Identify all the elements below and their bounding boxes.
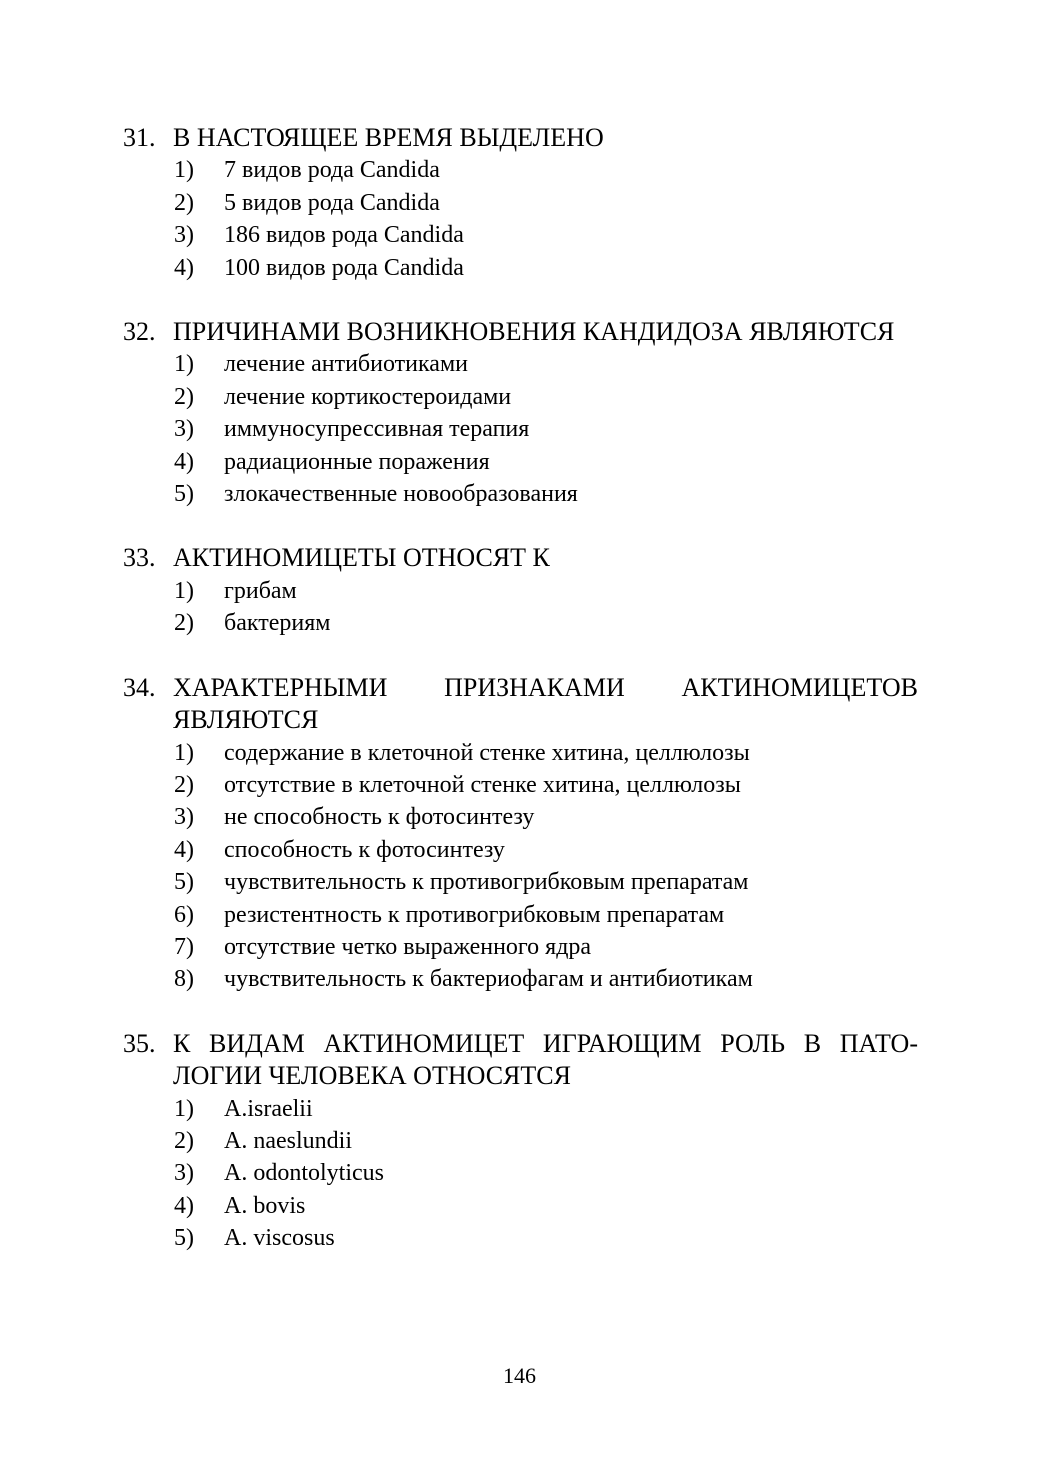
option-number: 3) — [174, 1160, 194, 1187]
option-number: 2) — [174, 383, 194, 410]
answer-option — [123, 187, 918, 219]
option-number: 4) — [174, 254, 194, 281]
answer-option — [123, 607, 918, 639]
question-heading — [123, 122, 918, 154]
answer-options — [123, 348, 918, 510]
answer-option — [123, 413, 918, 445]
option-text: A. bovis — [224, 1192, 306, 1219]
option-text: 100 видов рода Candida — [224, 254, 464, 281]
question-35 — [123, 1028, 918, 1255]
question-31 — [123, 122, 918, 284]
answer-options — [123, 1093, 918, 1255]
option-number: 5) — [174, 481, 194, 508]
option-number: 4) — [174, 1192, 194, 1219]
option-text: злокачественные новообразования — [224, 481, 578, 508]
question-title: В НАСТОЯЩЕЕ ВРЕМЯ ВЫДЕЛЕНО — [173, 123, 604, 152]
answer-option — [123, 1222, 918, 1254]
option-number: 5) — [174, 869, 194, 896]
option-text: способность к фотосинтезу — [224, 836, 505, 863]
question-heading — [123, 1028, 918, 1093]
answer-option — [123, 866, 918, 898]
option-text: содержание в клеточной стенке хитина, целлюлозы — [224, 739, 750, 766]
question-heading — [123, 542, 918, 574]
option-text: 7 видов рода Candida — [224, 157, 440, 184]
answer-option — [123, 963, 918, 995]
option-text: не способность к фотосинтезу — [224, 804, 535, 831]
question-title: К ВИДАМ АКТИНОМИЦЕТ ИГРАЮЩИМ РОЛЬ В ПАТОЛОГИИ ЧЕЛОВЕКА ОТНОСЯТСЯ — [173, 1028, 918, 1091]
answer-option — [123, 899, 918, 931]
answer-options — [123, 575, 918, 640]
option-number: 4) — [174, 448, 194, 475]
question-heading — [123, 316, 918, 348]
answer-option — [123, 575, 918, 607]
question-list — [123, 122, 918, 1287]
option-text: A. odontolyticus — [224, 1160, 384, 1187]
option-text: A. naeslundii — [224, 1127, 352, 1154]
option-number: 7) — [174, 933, 194, 960]
question-number: 31. — [123, 123, 156, 152]
answer-option — [123, 381, 918, 413]
page-number: 146 — [503, 1363, 536, 1388]
option-text: иммуносупрессивная терапия — [224, 416, 530, 443]
option-text: грибам — [224, 577, 297, 604]
answer-option — [123, 154, 918, 186]
question-number: 32. — [123, 317, 156, 347]
option-number: 1) — [174, 351, 194, 378]
option-text: радиационные поражения — [224, 448, 490, 475]
question-number: 35. — [123, 1028, 156, 1058]
answer-option — [123, 834, 918, 866]
answer-option — [123, 446, 918, 478]
option-text: отсутствие четко выраженного ядра — [224, 933, 592, 960]
option-number: 2) — [174, 189, 194, 216]
answer-option — [123, 801, 918, 833]
option-text: отсутствие в клеточной стенке хитина, целлюлозы — [224, 771, 741, 798]
question-title: ПРИЧИНАМИ ВОЗНИКНОВЕНИЯ КАНДИДОЗА ЯВЛЯЮТСЯ — [173, 317, 895, 347]
option-text: чувствительность к противогрибковым препаратам — [224, 869, 749, 896]
question-number: 34. — [123, 672, 156, 702]
option-number: 2) — [174, 771, 194, 798]
option-number: 6) — [174, 901, 194, 928]
question-number: 33. — [123, 543, 156, 573]
option-number: 3) — [174, 416, 194, 443]
answer-option — [123, 219, 918, 251]
question-33 — [123, 542, 918, 639]
option-number: 2) — [174, 1127, 194, 1154]
answer-option — [123, 737, 918, 769]
option-number: 1) — [174, 157, 194, 184]
answer-option — [123, 769, 918, 801]
option-text: бактериям — [224, 610, 331, 637]
option-number: 2) — [174, 610, 194, 637]
answer-option — [123, 252, 918, 284]
question-heading — [123, 672, 918, 737]
option-number: 3) — [174, 804, 194, 831]
answer-option — [123, 1093, 918, 1125]
option-text: чувствительность к бактериофагам и антибиотикам — [224, 966, 753, 993]
option-text: резистентность к противогрибковым препаратам — [224, 901, 725, 928]
option-text: A.israelii — [224, 1095, 313, 1122]
option-text: лечение антибиотиками — [224, 351, 468, 378]
option-number: 1) — [174, 739, 194, 766]
answer-option — [123, 478, 918, 510]
answer-options — [123, 154, 918, 284]
option-number: 8) — [174, 966, 194, 993]
option-number: 5) — [174, 1225, 194, 1252]
question-title: АКТИНОМИЦЕТЫ ОТНОСЯТ К — [173, 543, 550, 573]
question-32 — [123, 316, 918, 510]
answer-option — [123, 1157, 918, 1189]
option-number: 1) — [174, 1095, 194, 1122]
answer-options — [123, 737, 918, 996]
answer-option — [123, 348, 918, 380]
question-title: ХАРАКТЕРНЫМИ ПРИЗНАКАМИ АКТИНОМИЦЕТОВ ЯВЛЯЮТСЯ — [173, 672, 918, 735]
question-34 — [123, 672, 918, 996]
option-number: 1) — [174, 577, 194, 604]
answer-option — [123, 1190, 918, 1222]
answer-option — [123, 1125, 918, 1157]
answer-option — [123, 931, 918, 963]
option-text: 186 видов рода Candida — [224, 222, 464, 249]
option-text: A. viscosus — [224, 1225, 335, 1252]
option-text: 5 видов рода Candida — [224, 189, 440, 216]
option-number: 4) — [174, 836, 194, 863]
option-text: лечение кортикостероидами — [224, 383, 512, 410]
option-number: 3) — [174, 222, 194, 249]
